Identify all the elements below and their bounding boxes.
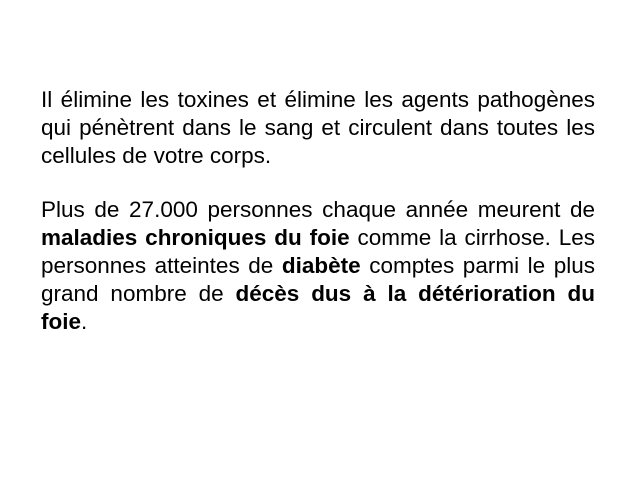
paragraph-2-text-4: . [81, 309, 88, 334]
slide-body [41, 86, 595, 336]
emphasis-chronic-liver-disease: maladies chroniques du foie [41, 225, 350, 250]
emphasis-diabetes: diabète [281, 253, 361, 278]
paragraph-liver-disease-stats [41, 196, 595, 336]
paragraph-liver-function [41, 86, 595, 170]
paragraph-1-text: Il élimine les toxines et élimine les agents pathogènes qui pénètrent dans le sang et circulent dans toutes les cellules de votre corps. [41, 87, 595, 168]
paragraph-2-text-2: comme la cirrhose. Les personnes atteintes de [41, 225, 595, 278]
emphasis-liver-deaths: décès dus à la détérioration du foie [41, 281, 595, 334]
paragraph-2-text-3: comptes parmi le plus grand nombre de [41, 253, 595, 306]
paragraph-2-text-1: Plus de 27.000 personnes chaque année meurent de [41, 197, 595, 222]
